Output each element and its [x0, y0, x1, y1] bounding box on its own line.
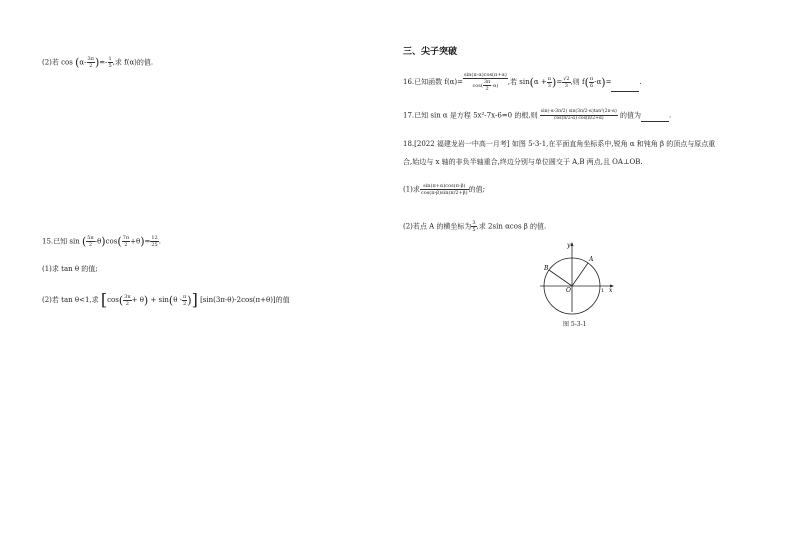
fraction-denominator: 5	[108, 63, 112, 69]
q17	[403, 109, 671, 122]
paren: )	[143, 293, 149, 307]
fraction	[123, 294, 131, 307]
q17-den-b-tail: +α	[595, 116, 602, 121]
q15-part2-suffix: [sin(3π-θ)-2cos(π+θ)]的值	[200, 296, 290, 304]
answer-blank[interactable]	[641, 111, 672, 122]
label-y: y	[567, 242, 571, 249]
fraction-denominator: cos(π/2-α) cos(π/2+α)	[553, 116, 604, 121]
fraction-denominator: 2	[125, 300, 129, 307]
q15-end: .	[158, 237, 161, 246]
q14-part2-suffix: ,求 f(α)的值.	[112, 58, 154, 67]
bracket: ]	[191, 290, 198, 309]
fraction-denominator: 2	[485, 86, 489, 92]
paren: (	[118, 293, 124, 307]
fraction-numerator: 7π	[122, 235, 130, 241]
paren: (	[117, 235, 122, 248]
fraction-numerator: π	[450, 190, 454, 196]
equals: =	[605, 78, 612, 86]
fraction-numerator: π	[563, 116, 567, 121]
label-one: 1	[601, 288, 605, 294]
q17-den-a-tail: -α	[570, 116, 576, 121]
equals: =-	[99, 58, 108, 67]
q15-arg-tail: -θ	[94, 237, 102, 246]
fraction-denominator: 3	[564, 82, 568, 89]
label-x: x	[609, 287, 613, 294]
q15-part2	[42, 292, 290, 308]
paren: )	[187, 293, 192, 307]
q18-p1-den-a: cos(π-β)sin	[420, 190, 449, 196]
fraction-numerator: π	[587, 116, 591, 121]
q16	[403, 72, 642, 92]
fraction-denominator: 2	[124, 242, 128, 248]
bracket: [	[100, 290, 108, 309]
q14-arg: α-	[79, 58, 87, 67]
q16-den-cos: cos	[472, 83, 481, 89]
fraction-numerator: 12	[151, 235, 158, 241]
fraction	[150, 235, 158, 248]
label-o: O	[566, 287, 571, 294]
paren: )	[552, 75, 557, 89]
q18-line1: 18.[2022 福建龙岩一中高一月考] 如图 5-3-1,在平面直角坐标系中,锐角 α 和钝角 β 的顶点与原点重	[403, 140, 716, 148]
q17-num-a: -α-	[549, 109, 556, 114]
q15-p2-cos: cos	[107, 296, 119, 304]
fraction-denominator: 25	[151, 242, 158, 248]
fraction-numerator: sin(π-α)cos(π+α)	[464, 72, 507, 78]
fraction	[463, 72, 508, 92]
fraction-numerator: 3π	[87, 56, 94, 62]
q18-p1-prefix: (1)求	[403, 185, 420, 194]
q16-f-tail: -α	[594, 78, 602, 86]
fraction-numerator: sin(π+α)cos(π-β)	[420, 183, 469, 190]
fraction-denominator: 2	[88, 242, 93, 248]
segment-oa	[572, 263, 588, 286]
label-b: B	[544, 265, 549, 272]
q14-part2	[42, 56, 153, 69]
fraction-denominator: 2	[455, 190, 459, 196]
q16-mid: ,若 sin	[507, 78, 530, 86]
q17-den-cos2: cos	[578, 116, 586, 121]
paren: (	[75, 56, 80, 69]
q15-arg-tail: +θ	[130, 237, 141, 246]
unit-circle-figure	[536, 238, 616, 318]
q17-prefix: 17.已知 sin α 是方程 5x²-7x-6=0 的根,则	[403, 111, 538, 120]
fraction-denominator: 2	[562, 109, 566, 114]
fraction-numerator: 3π	[124, 293, 131, 300]
fraction-denominator: cos(π-β)sin(π/2+β)	[420, 190, 468, 196]
fraction-denominator: cos( $\frac{3\pi}{2}$ -α)	[472, 79, 499, 92]
fraction	[562, 76, 570, 89]
equals: =	[556, 78, 563, 86]
fraction-numerator: 3π	[483, 79, 491, 85]
q16-den-tail: -α	[491, 83, 497, 89]
paren: (	[584, 75, 589, 89]
fraction-denominator: 2	[183, 300, 187, 307]
q15-part1: (1)求 tan θ 的值;	[42, 265, 98, 273]
q14-part2-prefix: (2)若 cos	[42, 58, 73, 67]
fraction	[87, 56, 95, 69]
q17-num-tail: tan²(2π-α)	[593, 109, 617, 114]
q18-p2-prefix: (2)若点 A 的横坐标为	[403, 222, 472, 231]
label-a: A	[589, 256, 594, 263]
fraction	[540, 109, 618, 122]
q15-stem	[42, 235, 161, 248]
fraction-denominator: 5	[472, 227, 476, 233]
fraction-denominator: 2	[584, 109, 588, 114]
paren: )	[101, 235, 106, 248]
q17-den-cos1: cos	[553, 116, 562, 121]
y-axis-arrow	[571, 242, 574, 246]
fraction-denominator: 2	[567, 116, 571, 121]
answer-blank[interactable]	[611, 84, 639, 92]
q18-p1-den-tail: +β	[458, 190, 466, 196]
q17-suffix: 的值为	[620, 111, 642, 120]
q16-then: ,则 f	[570, 78, 585, 86]
fraction-numerator: π	[589, 75, 594, 82]
fraction-numerator: π	[547, 75, 552, 82]
section-title: 三、尖子突破	[403, 47, 458, 57]
fraction-denominator: 2	[592, 116, 596, 121]
q16-arg: α +	[533, 78, 547, 86]
fraction-numerator: 3π	[577, 109, 583, 114]
equals: =	[144, 237, 151, 246]
q18-p1-suffix: 的值;	[468, 185, 485, 194]
q17-num-sin: sin	[540, 109, 548, 114]
fraction	[420, 183, 469, 196]
fraction	[86, 235, 94, 248]
q18-part2	[403, 220, 546, 233]
fraction-numerator: π	[183, 293, 187, 300]
q18-line2: 合,始边与 x 轴的非负半轴重合,终边分别与单位圆交于 A,B 两点,且 OA⊥OB.	[403, 158, 643, 166]
q17-num-sin2: sin	[568, 109, 576, 114]
paren: )	[94, 56, 100, 69]
fraction-numerator: sin(-α-3π/2) sin(3π/2-α)tan²(2π-α)	[540, 109, 617, 114]
fraction-numerator: √2	[563, 75, 570, 82]
fraction-numerator: 3π	[555, 109, 562, 114]
paren: (	[81, 235, 87, 248]
paren: )	[140, 235, 145, 248]
fraction	[122, 235, 130, 248]
fraction-denominator: 2	[89, 63, 93, 69]
fraction-denominator: 6	[589, 82, 594, 89]
q17-num-b-tail: -α	[587, 109, 592, 114]
paren: )	[601, 75, 606, 89]
q18-part1	[403, 183, 485, 196]
fraction-numerator: 3	[472, 220, 476, 226]
paren: (	[529, 75, 534, 89]
q16-dot: .	[639, 78, 642, 86]
q15-p2-sin: + sin	[150, 296, 169, 304]
fraction-denominator: 3	[547, 82, 551, 89]
fraction-numerator: 5π	[87, 235, 94, 241]
segment-ob	[549, 270, 572, 286]
paren: (	[168, 293, 174, 307]
q18-p2-suffix: ,求 2sin αcos β 的值.	[476, 222, 547, 231]
q15-cos: cos	[105, 237, 118, 246]
q15-prefix: 15.已知 sin	[42, 237, 80, 246]
q15-p2-b: θ -	[173, 296, 182, 304]
figure-caption: 图 5-3-1	[563, 321, 587, 328]
q17-end: .	[669, 111, 672, 120]
fraction-numerator: 1	[108, 56, 112, 62]
q15-part2-prefix: (2)若 tan θ<1,求	[42, 296, 99, 304]
q15-p2-plus: + θ	[131, 296, 144, 304]
q16-prefix: 16.已知函数 f(α)=	[403, 78, 464, 86]
